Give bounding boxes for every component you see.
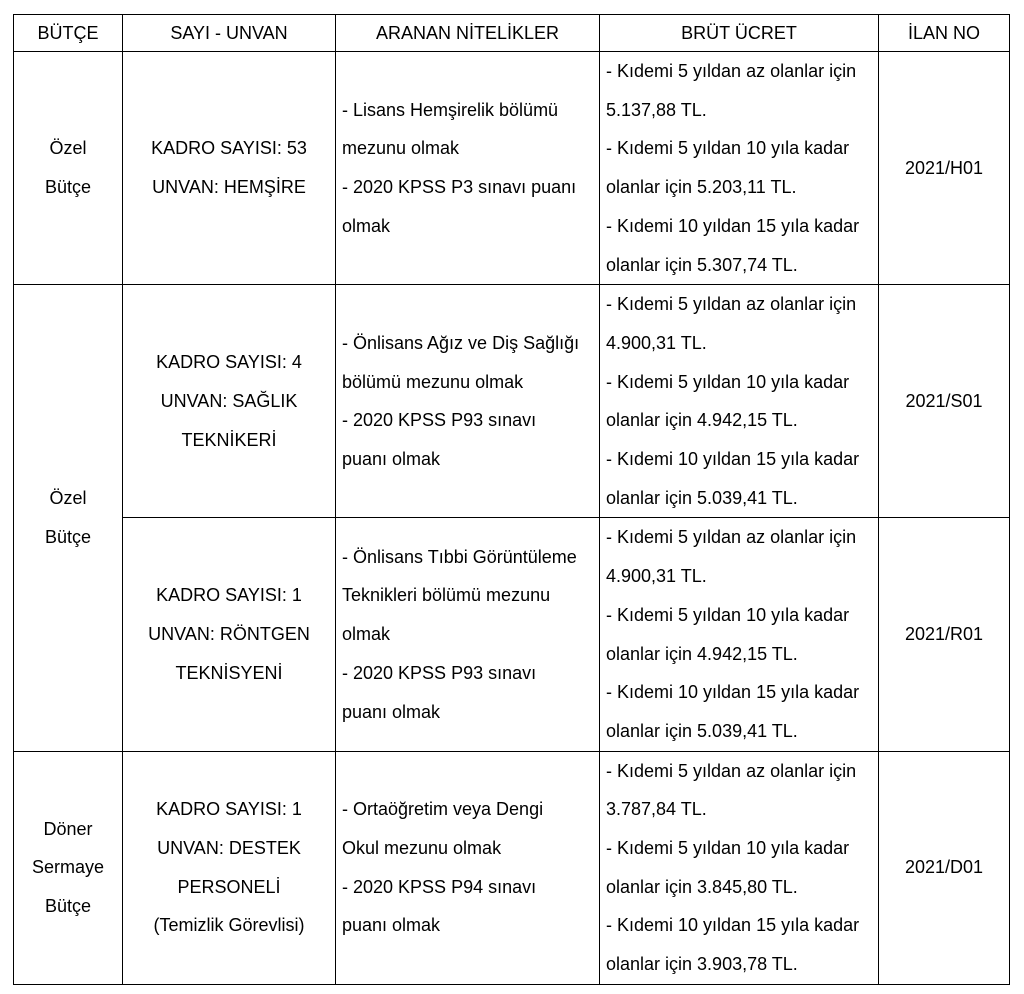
salary-line: - Kıdemi 10 yıldan 15 yıla kadar <box>606 449 860 470</box>
qualification-line: - 2020 KPSS P3 sınavı puanı <box>342 177 577 198</box>
salary-line: olanlar için 5.039,41 TL. <box>606 720 798 741</box>
salary-line: - Kıdemi 5 yıldan az olanlar için <box>606 527 857 548</box>
salary-cell <box>600 518 879 751</box>
salary-line: - Kıdemi 5 yıldan az olanlar için <box>606 294 857 315</box>
title-cell <box>123 751 336 984</box>
qualification-line: - Önlisans Tıbbi Görüntüleme <box>342 546 577 567</box>
qualification-line: puanı olmak <box>342 701 441 722</box>
salary-cell <box>600 751 879 984</box>
qualification-line: Okul mezunu olmak <box>342 838 502 859</box>
header-budget: BÜTÇE <box>14 15 123 52</box>
salary-line: olanlar için 5.307,74 TL. <box>606 254 798 275</box>
budget-line: Döner <box>43 818 93 839</box>
qualification-line: olmak <box>342 624 391 645</box>
salary-line: olanlar için 3.845,80 TL. <box>606 876 798 897</box>
table-row <box>14 751 1010 984</box>
qualification-line: puanı olmak <box>342 915 441 936</box>
salary-cell <box>600 285 879 518</box>
salary-line: olanlar için 4.942,15 TL. <box>606 643 798 664</box>
budget-line: Bütçe <box>44 896 92 917</box>
qualifications-cell <box>336 52 600 285</box>
title-line: (Temizlik Görevlisi) <box>153 915 305 936</box>
ilan-no-cell: 2021/S01 <box>879 285 1010 518</box>
salary-line: 4.900,31 TL. <box>606 566 707 587</box>
qualification-line: puanı olmak <box>342 449 441 470</box>
title-line: UNVAN: RÖNTGEN <box>148 624 310 645</box>
salary-line: - Kıdemi 5 yıldan az olanlar için <box>606 760 857 781</box>
salary-line: - Kıdemi 5 yıldan 10 yıla kadar <box>606 371 850 392</box>
qualification-line: mezunu olmak <box>342 138 460 159</box>
salary-line: - Kıdemi 5 yıldan 10 yıla kadar <box>606 138 850 159</box>
salary-cell <box>600 52 879 285</box>
salary-line: olanlar için 5.203,11 TL. <box>606 177 797 198</box>
table-row <box>14 52 1010 285</box>
title-line: KADRO SAYISI: 1 <box>156 799 302 820</box>
budget-line: Sermaye <box>31 857 105 878</box>
title-line: PERSONELİ <box>177 876 281 897</box>
budget-line: Bütçe <box>44 526 92 547</box>
title-line: KADRO SAYISI: 1 <box>156 585 302 606</box>
budget-cell <box>14 285 123 751</box>
header-title: SAYI - UNVAN <box>123 15 336 52</box>
salary-line: 5.137,88 TL. <box>606 99 707 120</box>
title-cell <box>123 518 336 751</box>
table-row <box>14 518 1010 751</box>
qualification-line: bölümü mezunu olmak <box>342 371 524 392</box>
title-line: UNVAN: DESTEK <box>157 838 301 859</box>
title-line: UNVAN: HEMŞİRE <box>152 177 306 198</box>
qualifications-cell <box>336 751 600 984</box>
qualification-line: - Önlisans Ağız ve Diş Sağlığı <box>342 332 580 353</box>
budget-line: Özel <box>49 138 87 159</box>
title-line: UNVAN: SAĞLIK <box>160 390 298 411</box>
qualification-line: - Ortaöğretim veya Dengi <box>342 799 544 820</box>
budget-cell <box>14 52 123 285</box>
qualification-line: Teknikleri bölümü mezunu <box>342 585 551 606</box>
header-qualifications: ARANAN NİTELİKLER <box>336 15 600 52</box>
qualifications-cell <box>336 518 600 751</box>
salary-line: - Kıdemi 10 yıldan 15 yıla kadar <box>606 215 860 236</box>
qualification-line: - 2020 KPSS P93 sınavı <box>342 662 537 683</box>
header-ilan-no: İLAN NO <box>879 15 1010 52</box>
header-row <box>14 15 1010 52</box>
salary-line: - Kıdemi 5 yıldan az olanlar için <box>606 61 857 81</box>
budget-line: Özel <box>49 488 87 509</box>
budget-line: Bütçe <box>44 177 92 198</box>
qualification-line: - Lisans Hemşirelik bölümü <box>342 99 559 120</box>
title-cell <box>123 52 336 285</box>
salary-line: 4.900,31 TL. <box>606 332 707 353</box>
title-line: TEKNİKERİ <box>181 429 277 450</box>
budget-cell <box>14 751 123 984</box>
qualifications-cell <box>336 285 600 518</box>
salary-line: - Kıdemi 5 yıldan 10 yıla kadar <box>606 838 850 859</box>
header-salary: BRÜT ÜCRET <box>600 15 879 52</box>
salary-line: olanlar için 4.942,15 TL. <box>606 410 798 431</box>
title-line: KADRO SAYISI: 4 <box>156 352 302 373</box>
salary-line: - Kıdemi 5 yıldan 10 yıla kadar <box>606 604 850 625</box>
salary-line: - Kıdemi 10 yıldan 15 yıla kadar <box>606 682 860 703</box>
title-line: KADRO SAYISI: 53 <box>151 138 307 159</box>
ilan-no-cell: 2021/R01 <box>879 518 1010 751</box>
salary-line: - Kıdemi 10 yıldan 15 yıla kadar <box>606 915 860 936</box>
qualification-line: olmak <box>342 215 391 236</box>
ilan-no-cell: 2021/D01 <box>879 751 1010 984</box>
title-line: TEKNİSYENİ <box>175 662 283 683</box>
qualification-line: - 2020 KPSS P93 sınavı <box>342 410 537 431</box>
table-row <box>14 285 1010 518</box>
title-cell <box>123 285 336 518</box>
qualification-line: - 2020 KPSS P94 sınavı <box>342 876 537 897</box>
salary-line: 3.787,84 TL. <box>606 799 707 820</box>
job-listing-table <box>13 14 1010 985</box>
salary-line: olanlar için 3.903,78 TL. <box>606 954 798 975</box>
salary-line: olanlar için 5.039,41 TL. <box>606 487 798 508</box>
ilan-no-cell: 2021/H01 <box>879 52 1010 285</box>
